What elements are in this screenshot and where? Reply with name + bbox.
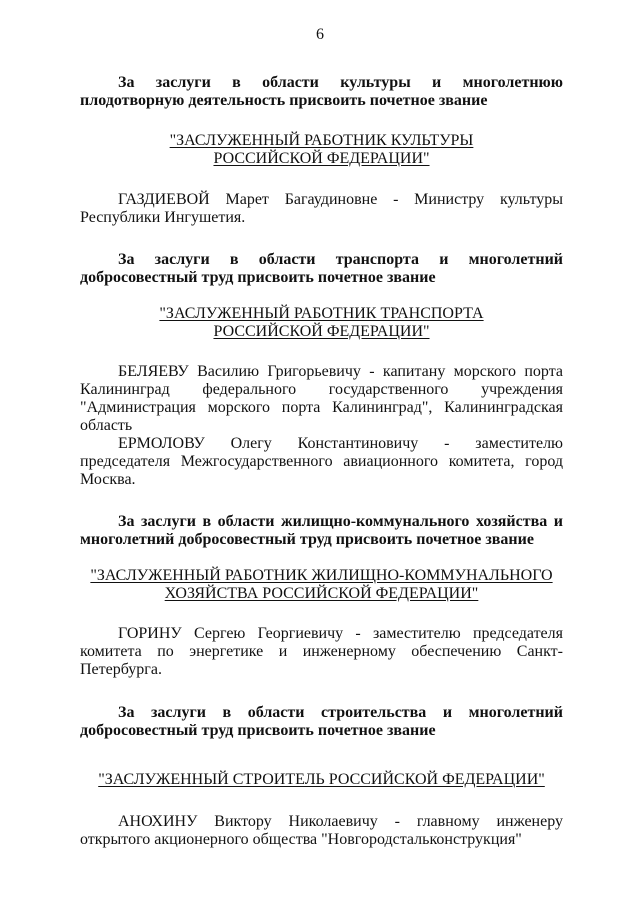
section-housing	[80, 513, 563, 679]
section-transport	[80, 251, 563, 489]
honorary-title	[80, 771, 563, 789]
awardee-entry: АНОХИНУ Виктору Николаевичу - главному инженеру открытого акционерного общества "Новгородстальконструкция"	[80, 813, 563, 848]
awardee-entry: ЕРМОЛОВУ Олегу Константиновичу - заместителю председателя Межгосударственного авиационного комитета, город Москва.	[80, 435, 563, 488]
page-number: 6	[316, 26, 324, 43]
honorary-title	[80, 305, 563, 341]
honorary-title	[80, 132, 563, 168]
awardee-entry: ГАЗДИЕВОЙ Марет Багаудиновне - Министру культуры Республики Ингушетия.	[80, 191, 563, 226]
title-line: "ЗАСЛУЖЕННЫЙ СТРОИТЕЛЬ РОССИЙСКОЙ ФЕДЕРАЦИИ"	[98, 771, 545, 788]
title-line: РОССИЙСКОЙ ФЕДЕРАЦИИ"	[213, 323, 430, 340]
honorary-title	[80, 567, 563, 603]
title-line: "ЗАСЛУЖЕННЫЙ РАБОТНИК КУЛЬТУРЫ	[169, 132, 474, 149]
title-line: "ЗАСЛУЖЕННЫЙ РАБОТНИК ТРАНСПОРТА	[159, 305, 484, 322]
awardee-entry: БЕЛЯЕВУ Василию Григорьевичу - капитану морского порта Калининград федерального государственного учреждения "Администрация морского порта Калининград", Калининградская область	[80, 363, 563, 434]
section-intro: За заслуги в области жилищно-коммунального хозяйства и многолетний добросовестный труд присвоить почетное звание	[80, 513, 563, 548]
section-intro: За заслуги в области строительства и многолетний добросовестный труд присвоить почетное звание	[80, 704, 563, 739]
section-intro: За заслуги в области культуры и многолетнюю плодотворную деятельность присвоить почетное звание	[80, 74, 563, 109]
section-construction	[80, 704, 563, 849]
title-line: ХОЗЯЙСТВА РОССИЙСКОЙ ФЕДЕРАЦИИ"	[164, 585, 479, 602]
title-line: РОССИЙСКОЙ ФЕДЕРАЦИИ"	[213, 150, 430, 167]
awardee-entry: ГОРИНУ Сергею Георгиевичу - заместителю председателя комитета по энергетике и инженерному обеспечению Санкт-Петербурга.	[80, 625, 563, 678]
decree-body	[80, 74, 563, 849]
section-culture	[80, 74, 563, 227]
title-line: "ЗАСЛУЖЕННЫЙ РАБОТНИК ЖИЛИЩНО-КОММУНАЛЬНОГО	[90, 567, 553, 584]
section-intro: За заслуги в области транспорта и многолетний добросовестный труд присвоить почетное звание	[80, 251, 563, 286]
